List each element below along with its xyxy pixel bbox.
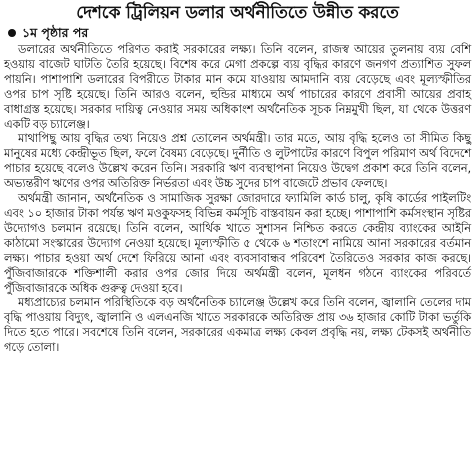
article-body — [0, 42, 475, 355]
paragraph: অর্থমন্ত্রী জানান, অর্থনৈতিক ও সামাজিক সুরক্ষা জোরদারে ফ্যামিলি কার্ড চালু, কৃষি কার্ডের পাইলটিং এবং ১০ হাজার টাকা পর্যন্ত ঋণ মওকুফসহ বিভিন্ন কর্মসূচি বাস্তবায়ন করা হচ্ছে। পাশাপাশি কর্মসংস্থান সৃষ্টির উদ্যোগও চলমান রয়েছে। তিনি বলেন, আর্থিক খাতে সুশাসন নিশ্চিত করতে কেন্দ্রীয় ব্যাংকের আইনি কাঠামো সংস্কারের উদ্যোগ নেওয়া হয়েছে। মূল্যস্ফীতি ৫ থেকে ৬ শতাংশে নামিয়ে আনা সরকারের বর্তমান লক্ষ্য। পাচার হওয়া অর্থ দেশে ফিরিয়ে আনা এবং ব্যবসাবান্ধব পরিবেশ তৈরিতেও সরকার কাজ করছে। পুঁজিবাজারকে শক্তিশালী করার ওপর জোর দিয়ে অর্থমন্ত্রী বলেন, মূলধন গঠনে ব্যাংকের পরিবর্তে পুঁজিবাজারকে অধিক গুরুত্ব দেওয়া হবে। — [4, 191, 471, 295]
headline: দেশকে ট্রিলিয়ন ডলার অর্থনীতিতে উন্নীত করতে — [76, 3, 399, 23]
paragraph: ডলারের অর্থনীতিতে পরিণত করাই সরকারের লক্ষ্য। তিনি বলেন, রাজস্ব আয়ের তুলনায় ব্যয় বেশি হওয়ায় বাজেট ঘাটতি তৈরি হয়েছে। বিশেষ করে মেগা প্রকল্পে ব্যয় বৃদ্ধির কারণে জনগণ প্রত্যাশিত সুফল পায়নি। পাশাপাশি ডলারের বিপরীতে টাকার মান কমে যাওয়ায় আমদানি ব্যয় বেড়েছে এবং মূল্যস্ফীতির ওপর চাপ সৃষ্টি হয়েছে। তিনি আরও বলেন, হুন্ডির মাধ্যমে অর্থ পাচারের কারণে প্রবাসী আয়ের প্রবাহ বাধাগ্রস্ত হয়েছে। সরকার দায়িত্ব নেওয়ার সময় অধিকাংশ অর্থনৈতিক সূচক নিম্নমুখী ছিল, যা থেকে উত্তরণ একটি বড় চ্যালেঞ্জ। — [4, 42, 471, 131]
paragraph: মাথাপিছু আয় বৃদ্ধির তথ্য নিয়েও প্রশ্ন তোলেন অর্থমন্ত্রী। তার মতে, আয় বৃদ্ধি হলেও তা সীমিত কিছু মানুষের মধ্যে কেন্দ্রীভূত ছিল, ফলে বৈষম্য বেড়েছে। দুর্নীতি ও লুটপাটের কারণে বিপুল পরিমাণ অর্থ বিদেশে পাচার হয়েছে বলেও উল্লেখ করেন তিনি। সরকারি ঋণ ব্যবস্থাপনা নিয়েও উদ্বেগ প্রকাশ করে তিনি বলেন, অভ্যন্তরীণ ঋণের ওপর অতিরিক্ত নির্ভরতা এবং উচ্চ সুদের চাপ বাজেটে প্রভাব ফেলছে। — [4, 131, 471, 191]
continued-from-label — [0, 24, 475, 41]
continued-text: ১ম পৃষ্ঠার পর — [22, 25, 89, 40]
paragraph: মধ্যপ্রাচ্যের চলমান পরিস্থিতিকে বড় অর্থনৈতিক চ্যালেঞ্জ উল্লেখ করে তিনি বলেন, জ্বালানি তেলের দাম বৃদ্ধি পাওয়ায় বিদ্যুৎ, জ্বালানি ও এলএনজি খাতে সরকারকে অতিরিক্ত প্রায় ৩৬ হাজার কোটি টাকা ভর্তুকি দিতে হতে পারে। সবশেষে তিনি বলেন, সরকারের একমাত্র লক্ষ্য কেবল প্রবৃদ্ধি নয়, লক্ষ্য টেকসই অর্থনীতি গড়ে তোলা। — [4, 295, 471, 355]
bullet-icon — [8, 29, 16, 37]
